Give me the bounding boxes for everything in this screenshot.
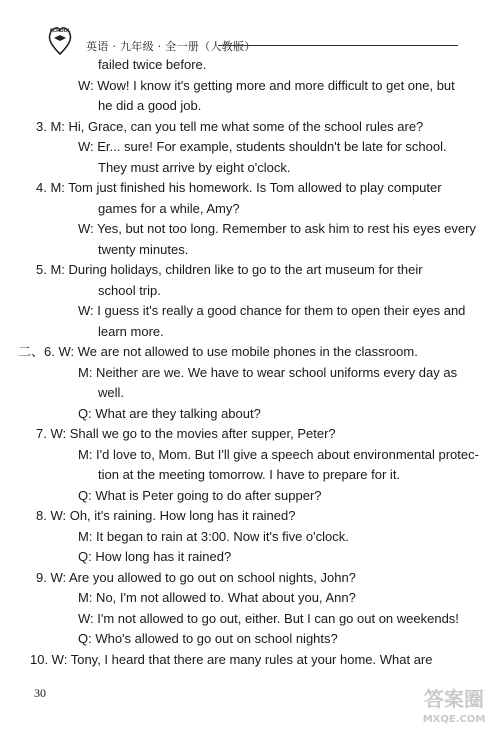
transcript-line: learn more. — [98, 323, 164, 339]
transcript-line: games for a while, Amy? — [98, 200, 240, 216]
page-number: 30 — [34, 686, 46, 700]
transcript-line: tion at the meeting tomorrow. I have to prepare for it. — [98, 467, 401, 482]
transcript-line: M: I'd love to, Mom. But I'll give a speech about environmental protec- — [78, 446, 479, 462]
transcript-line: 4. M: Tom just finished his homework. Is Tom allowed to play computer — [36, 180, 442, 195]
transcript-line: 8. W: Oh, it's raining. How long has it rained? — [36, 508, 296, 523]
transcript-line: M: It began to rain at 3:00. Now it's five o'clock. — [78, 528, 349, 544]
transcript-line: 二、6. W: We are not allowed to use mobile phones in the classroom. — [18, 344, 418, 359]
transcript-line: 3. M: Hi, Grace, can you tell me what some of the school rules are? — [36, 118, 424, 134]
header-rule — [218, 45, 458, 46]
transcript-line: M: Neither are we. We have to wear school uniforms every day as — [78, 364, 458, 380]
transcript-line: Q: What is Peter going to do after supper? — [78, 487, 322, 503]
page-title: 英语 · 九年级 · 全一册（人教版） — [86, 40, 256, 53]
transcript-line: 9. W: Are you allowed to go out on school nights, John? — [36, 569, 356, 585]
transcript-line: W: Er... sure! For example, students shouldn't be late for school. — [78, 139, 447, 154]
watermark-line1: 答案圈 — [424, 687, 484, 711]
school-logo-icon — [44, 24, 76, 58]
page-header — [0, 0, 500, 60]
transcript-line: M: No, I'm not allowed to. What about you, Ann? — [78, 590, 356, 605]
transcript-line: Q: How long has it rained? — [78, 549, 232, 564]
transcript-line: W: I'm not allowed to go out, either. But I can go out on weekends! — [78, 610, 459, 626]
transcript-line: Q: Who's allowed to go out on school nights? — [78, 631, 338, 646]
transcript-line: W: Yes, but not too long. Remember to ask him to rest his eyes every — [78, 221, 476, 236]
logo-text: SCHOOL — [49, 29, 71, 34]
watermark-logo — [410, 682, 496, 728]
transcript-line: failed twice before. — [98, 57, 207, 72]
transcript-line: 10. W: Tony, I heard that there are many rules at your home. What are — [30, 651, 433, 667]
transcript-line: 5. M: During holidays, children like to go to the art museum for their — [36, 262, 423, 277]
transcript-line: Q: What are they talking about? — [78, 405, 261, 421]
transcript-line: twenty minutes. — [98, 241, 189, 257]
transcript-line: W: I guess it's really a good chance for them to open their eyes and — [78, 303, 466, 318]
transcript-line: well. — [98, 385, 125, 400]
transcript-line: 7. W: Shall we go to the movies after supper, Peter? — [36, 426, 336, 441]
watermark-line2: MXQE.COM — [422, 714, 486, 725]
transcript-line: he did a good job. — [98, 98, 202, 113]
transcript-line: school trip. — [98, 282, 161, 298]
transcript-line: They must arrive by eight o'clock. — [98, 159, 291, 175]
transcript-line: W: Wow! I know it's getting more and more difficult to get one, but — [78, 77, 455, 93]
